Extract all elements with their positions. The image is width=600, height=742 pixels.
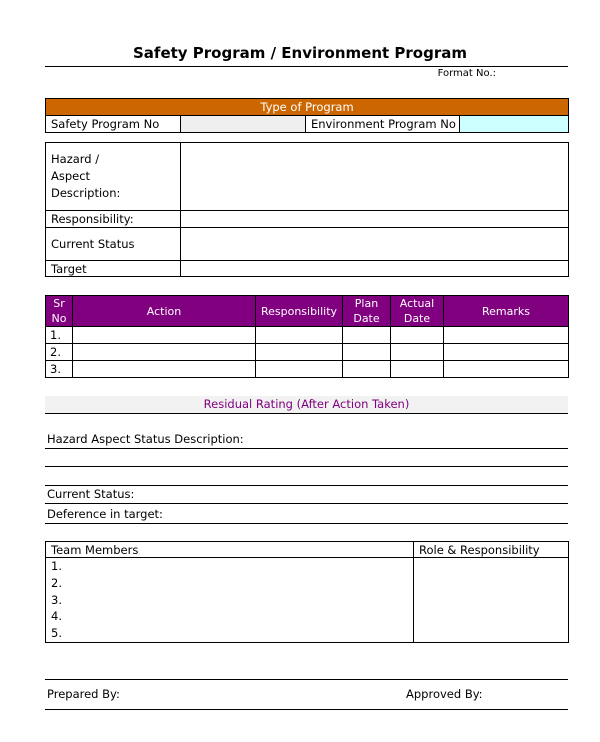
prepared-by-label: Prepared By: [47, 687, 120, 701]
list-item[interactable]: 3. [51, 592, 62, 607]
list-item[interactable]: 5. [51, 626, 62, 641]
list-item[interactable]: 4. [51, 609, 62, 624]
header-actual-date: Actual Date [391, 296, 444, 327]
residual-divider [45, 413, 568, 414]
hazard-description-label: Hazard / Aspect Description: [46, 143, 181, 211]
header-plan-date: Plan Date [343, 296, 391, 327]
remarks-cell[interactable] [444, 344, 569, 361]
deference-label: Deference in target: [47, 507, 163, 521]
format-number-label: Format No.: [437, 68, 496, 79]
table-row [46, 344, 569, 361]
action-table [45, 295, 569, 378]
responsibility-cell[interactable] [256, 361, 343, 378]
current-status-label: Current Status [46, 228, 181, 261]
hazard-status-line[interactable] [45, 448, 568, 449]
safety-program-field[interactable] [181, 116, 306, 133]
actual-date-cell[interactable] [391, 361, 444, 378]
details-table [45, 142, 569, 277]
hazard-status-line[interactable] [45, 466, 568, 467]
row-number: 3. [46, 361, 73, 378]
list-item[interactable]: 2. [51, 575, 62, 590]
responsibility-label: Responsibility: [46, 211, 181, 228]
plan-date-cell[interactable] [343, 327, 391, 344]
remarks-cell[interactable] [444, 361, 569, 378]
residual-rating-header: Residual Rating (After Action Taken) [45, 396, 568, 413]
table-row [46, 327, 569, 344]
role-responsibility-field[interactable] [414, 558, 569, 643]
remarks-cell[interactable] [444, 327, 569, 344]
team-table [45, 541, 569, 643]
table-row [46, 361, 569, 378]
signature-top-line [45, 679, 568, 680]
role-responsibility-header: Role & Responsibility [414, 542, 569, 558]
actual-date-cell[interactable] [391, 327, 444, 344]
header-sr-no: Sr No [46, 296, 73, 327]
plan-date-cell[interactable] [343, 344, 391, 361]
row-number: 1. [46, 327, 73, 344]
current-status-line[interactable] [45, 503, 568, 504]
current-status-line-top [45, 485, 568, 486]
list-item[interactable]: 1. [51, 559, 62, 573]
approved-by-label: Approved By: [406, 687, 483, 701]
environment-program-label: Environment Program No [306, 116, 460, 133]
team-members-list [46, 558, 414, 643]
header-remarks: Remarks [444, 296, 569, 327]
actual-date-cell[interactable] [391, 344, 444, 361]
type-of-program-header: Type of Program [46, 99, 569, 116]
row-number: 2. [46, 344, 73, 361]
responsibility-field[interactable] [181, 211, 569, 228]
hazard-description-field[interactable] [181, 143, 569, 211]
plan-date-cell[interactable] [343, 361, 391, 378]
signature-bottom-line[interactable] [45, 709, 568, 710]
current-status-field-label: Current Status: [47, 487, 135, 501]
program-type-table [45, 98, 569, 133]
target-label: Target [46, 261, 181, 277]
safety-program-label: Safety Program No [46, 116, 181, 133]
responsibility-cell[interactable] [256, 327, 343, 344]
action-cell[interactable] [73, 327, 256, 344]
environment-program-field[interactable] [460, 116, 569, 133]
deference-line[interactable] [45, 523, 568, 524]
hazard-status-label: Hazard Aspect Status Description: [47, 432, 244, 446]
action-cell[interactable] [73, 361, 256, 378]
team-members-header: Team Members [46, 542, 414, 558]
header-action: Action [73, 296, 256, 327]
action-cell[interactable] [73, 344, 256, 361]
title-divider [45, 66, 568, 67]
responsibility-cell[interactable] [256, 344, 343, 361]
target-field[interactable] [181, 261, 569, 277]
current-status-field[interactable] [181, 228, 569, 261]
page-title: Safety Program / Environment Program [133, 44, 467, 62]
header-responsibility: Responsibility [256, 296, 343, 327]
